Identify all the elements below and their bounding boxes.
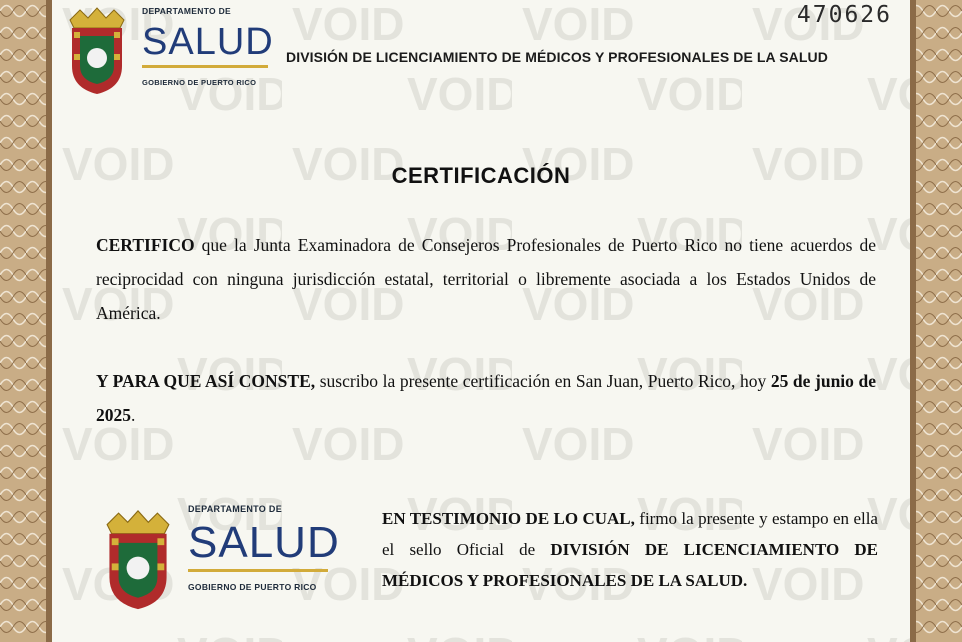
footer-logo — [98, 504, 340, 616]
agency-name: SALUD — [188, 518, 340, 567]
puerto-rico-seal-icon — [98, 504, 178, 616]
government-label: GOBIERNO DE PUERTO RICO — [188, 582, 317, 592]
testimony-entity: DIVISIÓN DE LICENCIAMIENTO DE MÉDICOS Y PROFESIONALES DE LA SALUD. — [382, 540, 878, 590]
document-title: CERTIFICACIÓN — [391, 163, 571, 188]
dept-label: DEPARTAMENTO DE — [142, 6, 232, 16]
attest-paragraph: Y PARA QUE ASÍ CONSTE, suscribo la presente certificación en San Juan, Puerto Rico, hoy 25 de junio de 2025. — [96, 371, 876, 425]
gold-rule — [188, 569, 328, 572]
attest-lead: Y PARA QUE ASÍ CONSTE, — [96, 371, 316, 391]
testimony-lead: EN TESTIMONIO DE LO CUAL, — [382, 509, 635, 528]
certificate-page — [52, 0, 910, 642]
dept-label: DEPARTAMENTO DE — [188, 504, 283, 514]
testimony-text: firmo la presente y estampo en ella el sello Oficial de — [382, 509, 878, 559]
gold-rule — [142, 65, 268, 68]
serial-number: 470626 — [796, 2, 892, 28]
guilloche-border-right — [910, 0, 962, 642]
header-logo — [62, 6, 274, 96]
guilloche-border-left — [0, 0, 52, 642]
certify-paragraph — [96, 228, 876, 330]
certify-text: que la Junta Examinadora de Consejeros Profesionales de Puerto Rico no tiene acuerdos de reciprocidad con ninguna jurisdicción estatal, territorial o libremente asociada a los Estados Unidos de América. — [96, 235, 876, 323]
agency-name: SALUD — [142, 21, 274, 63]
attest-text: suscribo la presente certificación en San Juan, Puerto Rico, hoy — [315, 371, 771, 391]
government-label: GOBIERNO DE PUERTO RICO — [142, 78, 257, 87]
division-heading: DIVISIÓN DE LICENCIAMIENTO DE MÉDICOS Y PROFESIONALES DE LA SALUD — [286, 49, 828, 65]
testimony-paragraph — [382, 503, 878, 596]
puerto-rico-seal-icon — [62, 6, 132, 96]
certify-lead: CERTIFICO — [96, 235, 195, 255]
attest-date: 25 de junio de 2025 — [96, 371, 876, 425]
